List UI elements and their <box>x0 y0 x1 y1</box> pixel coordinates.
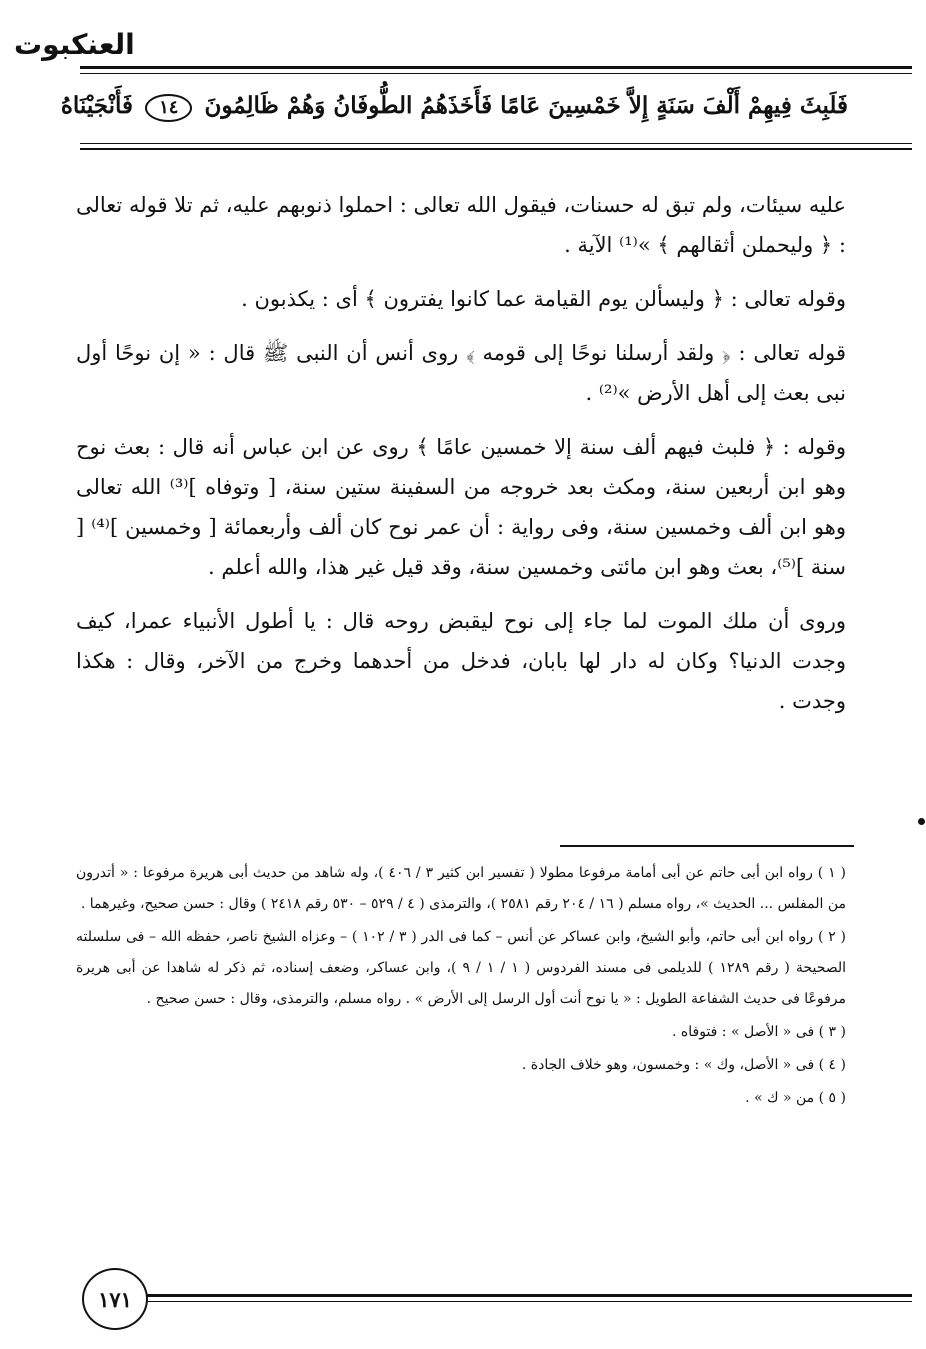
commentary-body <box>76 185 846 735</box>
footnote-separator <box>560 845 854 847</box>
footnote: ( ٤ ) فى « الأصل، وك » : وخمسون، وهو خلاف الجادة . <box>521 1057 846 1073</box>
footnote: ( ٢ ) رواه ابن أبى حاتم، وأبو الشيخ، وابن عساكر عن أنس – كما فى الدر ( ٣ / ١٠٢ ) – وعزاه الشيخ ناصر، حفظه الله – فى سلسلته الصحيحة ( رقم ١٢٨٩ ) للديلمى فى مسند الفردوس ( ١ / ١ / ٩ )، وابن عساكر، وضعف إسناده، ثم ذكر له شاهدا عن أبى هريرة مرفوعًا فى حديث الشفاعة الطويل : « يا نوح أنت أول الرسل إلى الأرض » . رواه مسلم، والترمذى، وقال : حسن صحيح . <box>76 929 847 1007</box>
commentary-paragraph: قوله تعالى : ﴿ ولقد أرسلنا نوحًا إلى قومه ﴾ روى أنس أن النبى ﷺ قال : « إن نوحًا أول نبى بعث إلى أهل الأرض »⁽²⁾ . <box>76 341 846 405</box>
verse-rule-thick <box>80 148 912 150</box>
page-number: ١٧١ <box>82 1268 148 1330</box>
quran-verse-line <box>60 92 848 122</box>
header-rule-thick <box>80 66 912 69</box>
verse-rule-thin <box>80 143 912 144</box>
footer-rule-thick <box>140 1294 912 1297</box>
commentary-paragraph: وقوله : ﴿ فلبث فيهم ألف سنة إلا خمسين عامًا ﴾ روى عن ابن عباس أنه قال : بعث نوح وهو ابن أربعين سنة، ومكث بعد خروجه من السفينة ستين سنة، [ وتوفاه ]⁽³⁾ الله تعالى وهو ابن ألف وخمسين سنة، وفى رواية : أن عمر نوح كان ألف وأربعمائة [ وخمسين ]⁽⁴⁾ [ سنة ]⁽⁵⁾، بعث وهو ابن مائتى وخمسين سنة، وقد قيل غير هذا، والله أعلم . <box>76 435 847 579</box>
margin-dot <box>918 818 925 825</box>
header-rule-thin <box>80 73 912 74</box>
footer-rule-thin <box>140 1301 912 1302</box>
verse-text: فَلَبِثَ فِيهِمْ أَلْفَ سَنَةٍ إِلاَّ خَمْسِينَ عَامًا فَأَخَذَهُمُ الطُّوفَانُ وَهُمْ ظَالِمُونَ <box>204 92 848 119</box>
footnote: ( ١ ) رواه ابن أبى حاتم عن أبى أمامة مرفوعا مطولا ( تفسير ابن كثير ٣ / ٤٠٦ )، وله شاهد من حديث أبى هريرة مرفوعا : « أتدرون من المفلس ... الحديث »، رواه مسلم ( ١٦ / ٢٠٤ رقم ٢٥٨١ )، والترمذى ( ٤ / ٥٢٩ – ٥٣٠ رقم ٢٤١٨ ) وقال : حسن صحيح، وغيرهما . <box>76 865 847 912</box>
ayah-number-mark: ١٤ <box>145 94 192 122</box>
footnote: ( ٥ ) من « ك » . <box>745 1090 846 1106</box>
commentary-paragraph: عليه سيئات، ولم تبق له حسنات، فيقول الله تعالى : احملوا ذنوبهم عليه، ثم تلا قوله تعالى : ﴿ وليحملن أثقالهم ﴾ »⁽¹⁾ الآية . <box>76 193 846 257</box>
footnote: ( ٣ ) فى « الأصل » : فتوفاه . <box>672 1024 846 1040</box>
footnotes <box>76 858 846 1116</box>
surah-header-title: العنكبوت <box>14 28 135 61</box>
verse-text-continued: فَأَنْجَيْنَاهُ <box>60 92 134 119</box>
commentary-paragraph: وروى أن ملك الموت لما جاء إلى نوح ليقبض روحه قال : يا أطول الأنبياء عمرا، كيف وجدت الدنيا؟ وكان له دار لها بابان، فدخل من أحدهما وخرج من الآخر، وقال : هكذا وجدت . <box>76 609 846 713</box>
commentary-paragraph: وقوله تعالى : ﴿ وليسألن يوم القيامة عما كانوا يفترون ﴾ أى : يكذبون . <box>241 287 846 311</box>
